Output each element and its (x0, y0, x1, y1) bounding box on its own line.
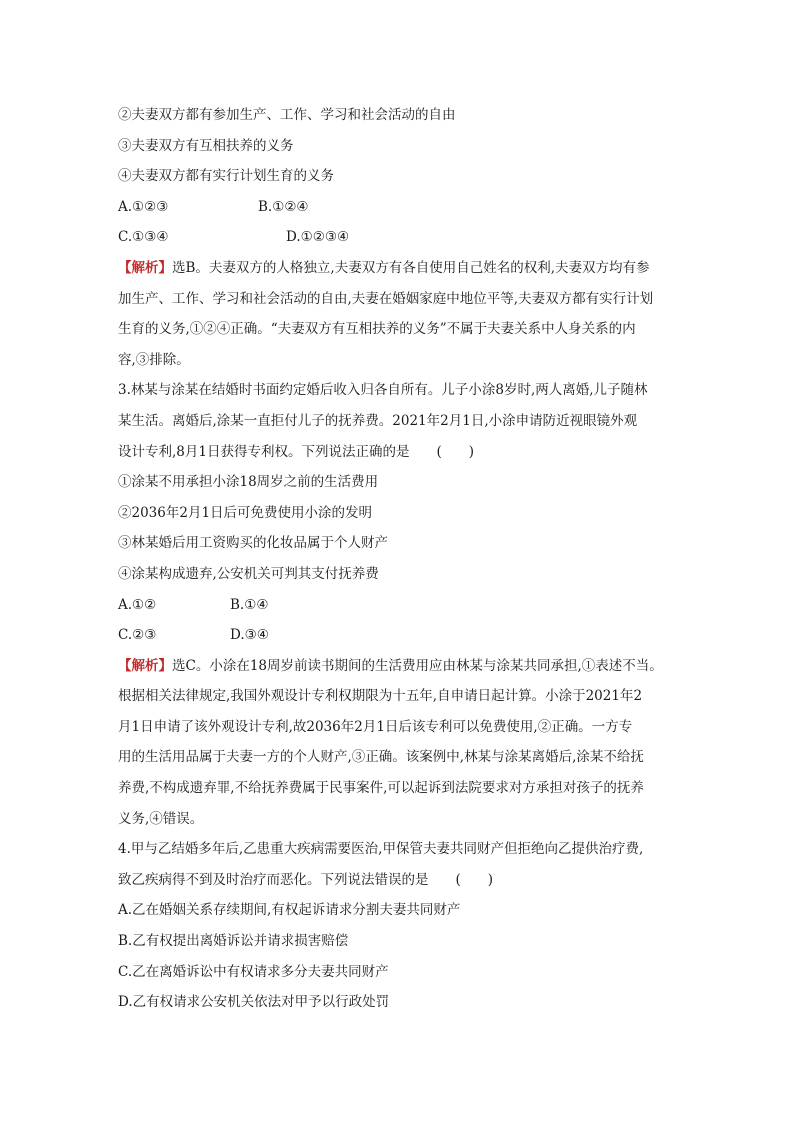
q2-analysis-line-1 (118, 253, 678, 284)
q2-option-a: A.①②③ (118, 198, 169, 215)
q4-stem-line-1: 4.甲与乙结婚多年后,乙患重大疾病需要医治,甲保管夫妻共同财产但拒绝向乙提供治疗费, (118, 841, 644, 858)
q3-analysis-line-1 (118, 651, 678, 682)
page-content (118, 100, 678, 1018)
q2-item-3: ③夫妻双方有互相扶养的义务 (118, 137, 294, 154)
q2-options-row-1 (118, 192, 678, 223)
q3-stem-line-2: 某生活。离婚后,涂某一直拒付儿子的抚养费。2021年2月1日,小涂申请防近视眼镜外观 (118, 412, 638, 429)
q2-analysis-label: 【解析】 (118, 259, 172, 276)
q3-item-1: ①涂某不用承担小涂18周岁之前的生活费用 (118, 474, 379, 491)
q2-analysis-line-3: 生育的义务,①②④正确。“夫妻双方有互相扶养的义务”不属于夫妻关系中人身关系的内 (118, 321, 636, 338)
q3-analysis-line-5: 养费,不构成遗弃罪,不给抚养费属于民事案件,可以起诉到法院要求对方承担对孩子的抚养 (118, 780, 644, 797)
q3-item-4: ④涂某构成遗弃,公安机关可判其支付抚养费 (118, 565, 379, 582)
q3-analysis-line-6: 义务,④错误。 (118, 810, 204, 827)
q3-option-a: A.①② (118, 596, 157, 613)
q2-option-d: D.①②③④ (286, 229, 350, 246)
q2-analysis-line-4: 容,③排除。 (118, 351, 190, 368)
q2-item-2: ②夫妻双方都有参加生产、工作、学习和社会活动的自由 (118, 107, 456, 123)
q3-analysis-line-2: 根据相关法律规定,我国外观设计专利权期限为十五年,自申请日起计算。小涂于2021年2 (118, 688, 643, 705)
q3-analysis-label: 【解析】 (118, 657, 172, 674)
q3-option-b: B.①④ (230, 596, 269, 613)
q4-option-d: D.乙有权请求公安机关依法对甲予以行政处罚 (118, 994, 390, 1011)
q3-option-c: C.②③ (118, 627, 157, 644)
q3-option-d: D.③④ (230, 627, 269, 644)
q3-stem-line-1: 3.林某与涂某在结婚时书面约定婚后收入归各自所有。儿子小涂8岁时,两人离婚,儿子随林 (118, 382, 648, 399)
q4-option-c: C.乙在离婚诉讼中有权请求多分夫妻共同财产 (118, 963, 389, 980)
q4-option-b: B.乙有权提出离婚诉讼并请求损害赔偿 (118, 933, 349, 950)
q2-item-4: ④夫妻双方都有实行计划生育的义务 (118, 168, 334, 185)
q3-options-row-2 (118, 620, 678, 651)
q2-analysis-line-2: 加生产、工作、学习和社会活动的自由,夫妻在婚姻家庭中地位平等,夫妻双方都有实行计划 (118, 290, 654, 307)
q2-option-c: C.①③④ (118, 229, 169, 246)
q2-analysis-text-1: 选B。夫妻双方的人格独立,夫妻双方有各自使用自己姓名的权利,夫妻双方均有参 (172, 259, 650, 276)
q3-analysis-text-1: 选C。小涂在18周岁前读书期间的生活费用应由林某与涂某共同承担,①表述不当。 (172, 657, 663, 674)
q2-option-b: B.①②④ (258, 198, 309, 215)
q3-stem-line-3: 设计专利,8月1日获得专利权。下列说法正确的是 ( ) (118, 443, 475, 460)
q3-item-2: ②2036年2月1日后可免费使用小涂的发明 (118, 504, 373, 521)
q3-analysis-line-3: 月1日申请了该外观设计专利,故2036年2月1日后该专利可以免费使用,②正确。一方专 (118, 718, 633, 735)
q3-analysis-line-4: 用的生活用品属于夫妻一方的个人财产,③正确。该案例中,林某与涂某离婚后,涂某不给抚 (118, 749, 644, 766)
q2-options-row-2 (118, 222, 678, 253)
q4-option-a: A.乙在婚姻关系存续期间,有权起诉请求分割夫妻共同财产 (118, 902, 461, 919)
q4-stem-line-2: 致乙疾病得不到及时治疗而恶化。下列说法错误的是 ( ) (118, 871, 494, 888)
q3-item-3: ③林某婚后用工资购买的化妆品属于个人财产 (118, 535, 388, 552)
q3-options-row-1 (118, 590, 678, 621)
